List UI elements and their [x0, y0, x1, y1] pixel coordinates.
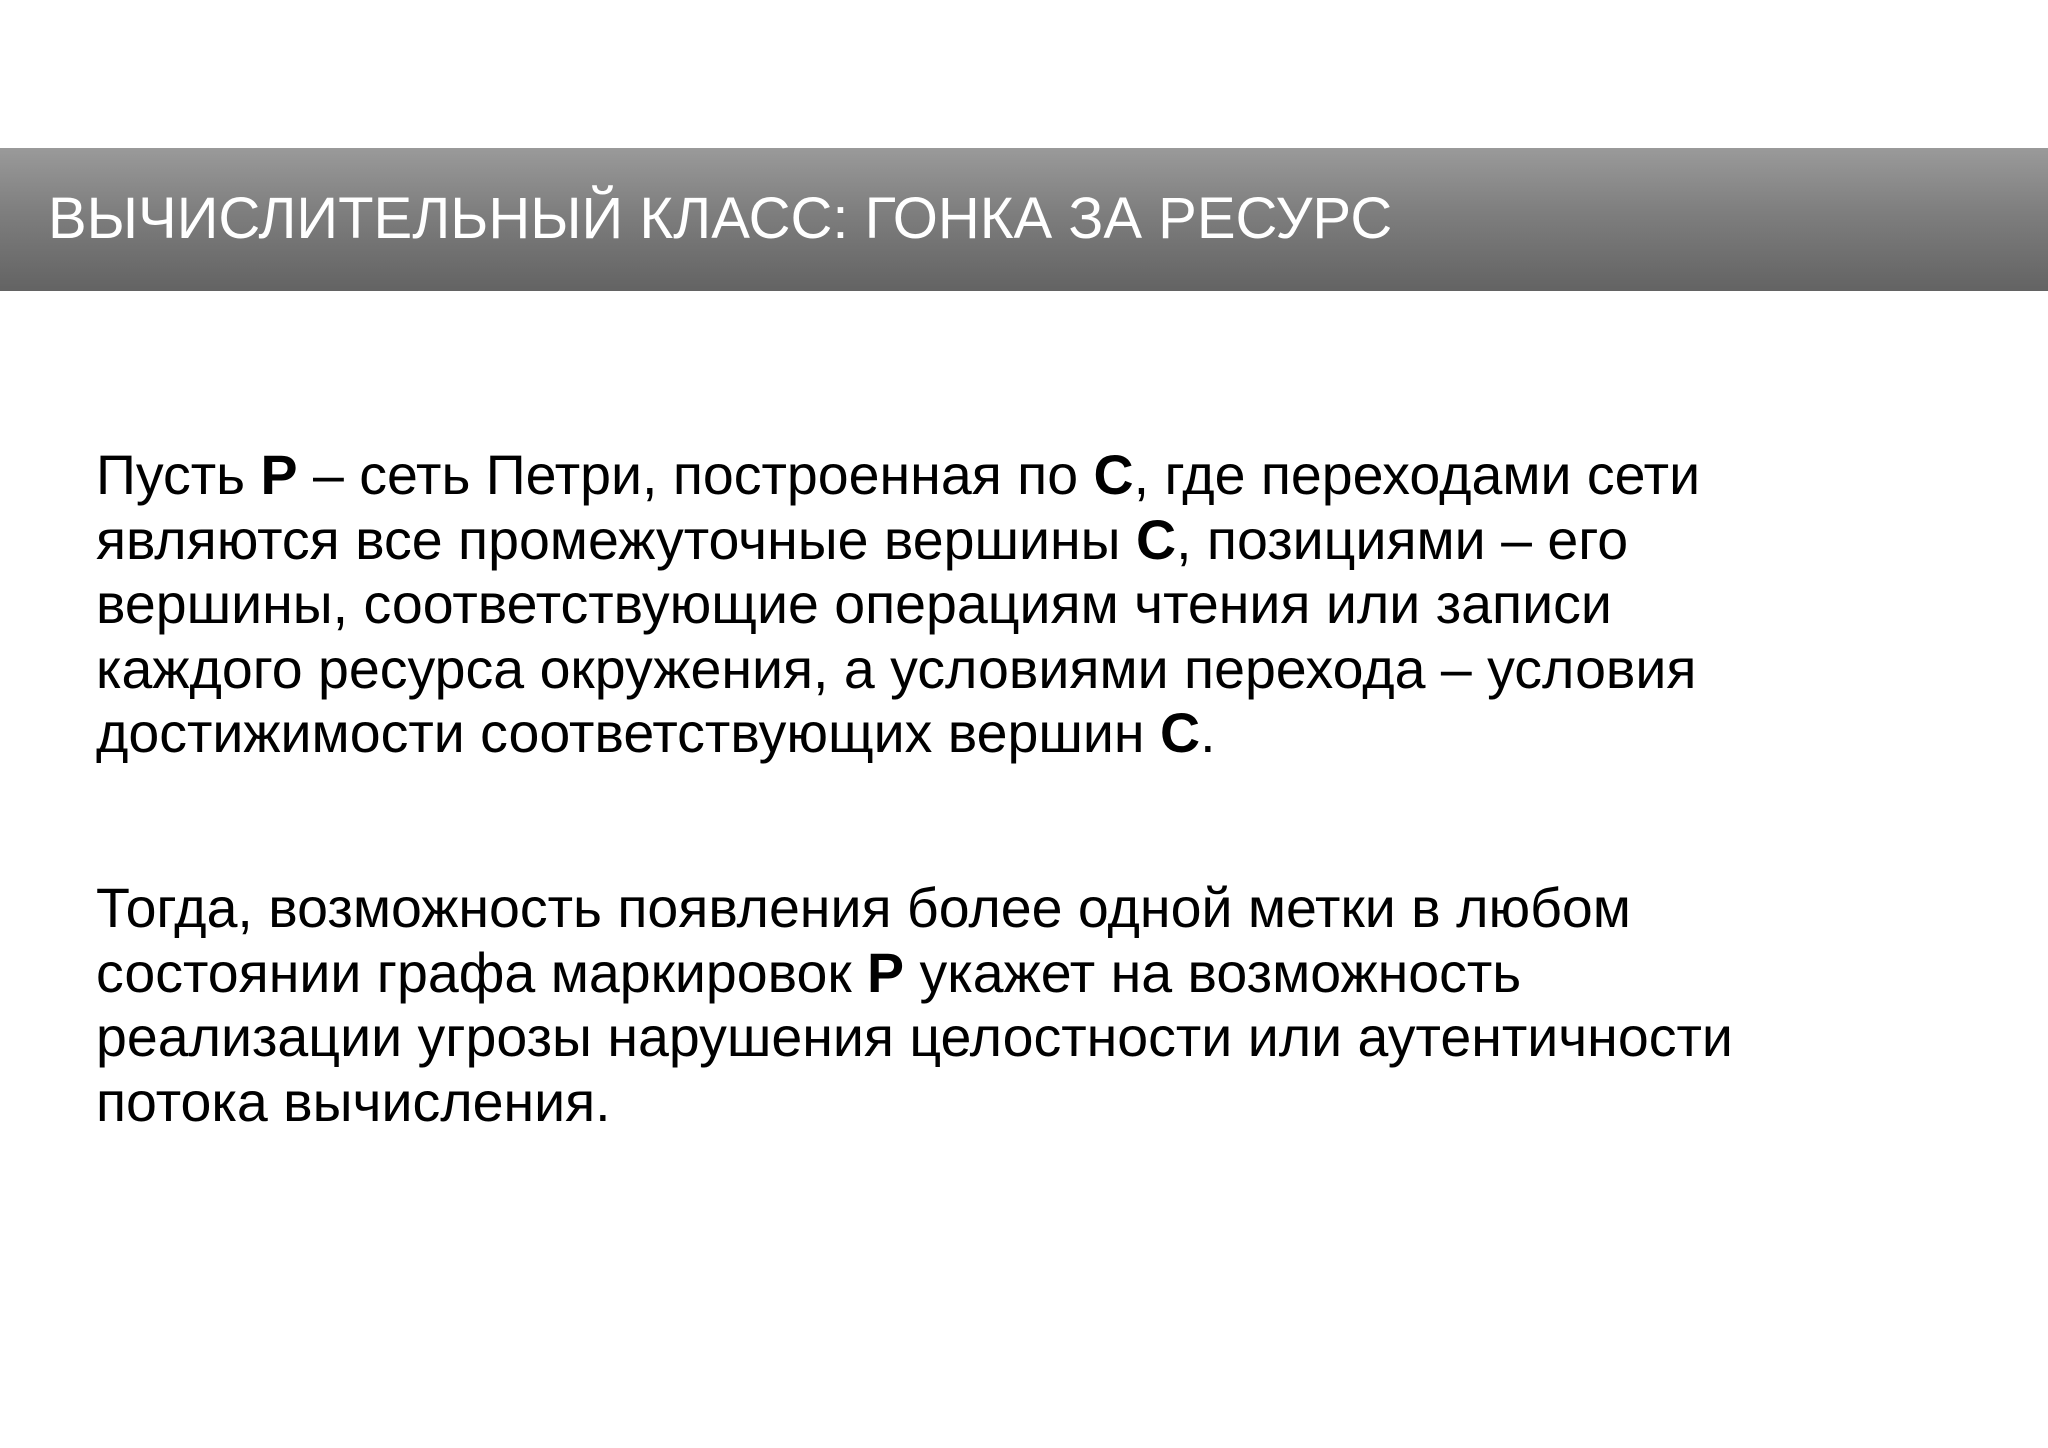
text-line: состоянии графа маркировок P укажет на возможность [96, 941, 1522, 1004]
text-line: вершины, соответствующие операциям чтения или записи [96, 573, 1612, 635]
symbol-p: P [867, 941, 905, 1004]
text-line: достижимости соответствующих вершин C. [96, 702, 1216, 764]
text-line: потока вычисления. [96, 1070, 611, 1133]
slide-title: ВЫЧИСЛИТЕЛЬНЫЙ КЛАСС: ГОНКА ЗА РЕСУРС [48, 186, 1393, 251]
text-line: Пусть P – сеть Петри, построенная по C, где переходами сети [96, 444, 1701, 506]
symbol-c: C [1093, 444, 1134, 506]
symbol-c: C [1160, 702, 1201, 764]
text-line: каждого ресурса окружения, а условиями перехода – условия [96, 637, 1697, 700]
symbol-c: C [1135, 508, 1177, 571]
text-line: реализации угрозы нарушения целостности или аутентичности [96, 1006, 1733, 1068]
text-line: Тогда, возможность появления более одной метки в любом [96, 877, 1631, 939]
text-line: являются все промежуточные вершины C, позициями – его [96, 508, 1629, 571]
paragraph-definition [96, 443, 1996, 766]
paragraph-conclusion [96, 876, 1996, 1134]
symbol-p: P [260, 444, 298, 506]
